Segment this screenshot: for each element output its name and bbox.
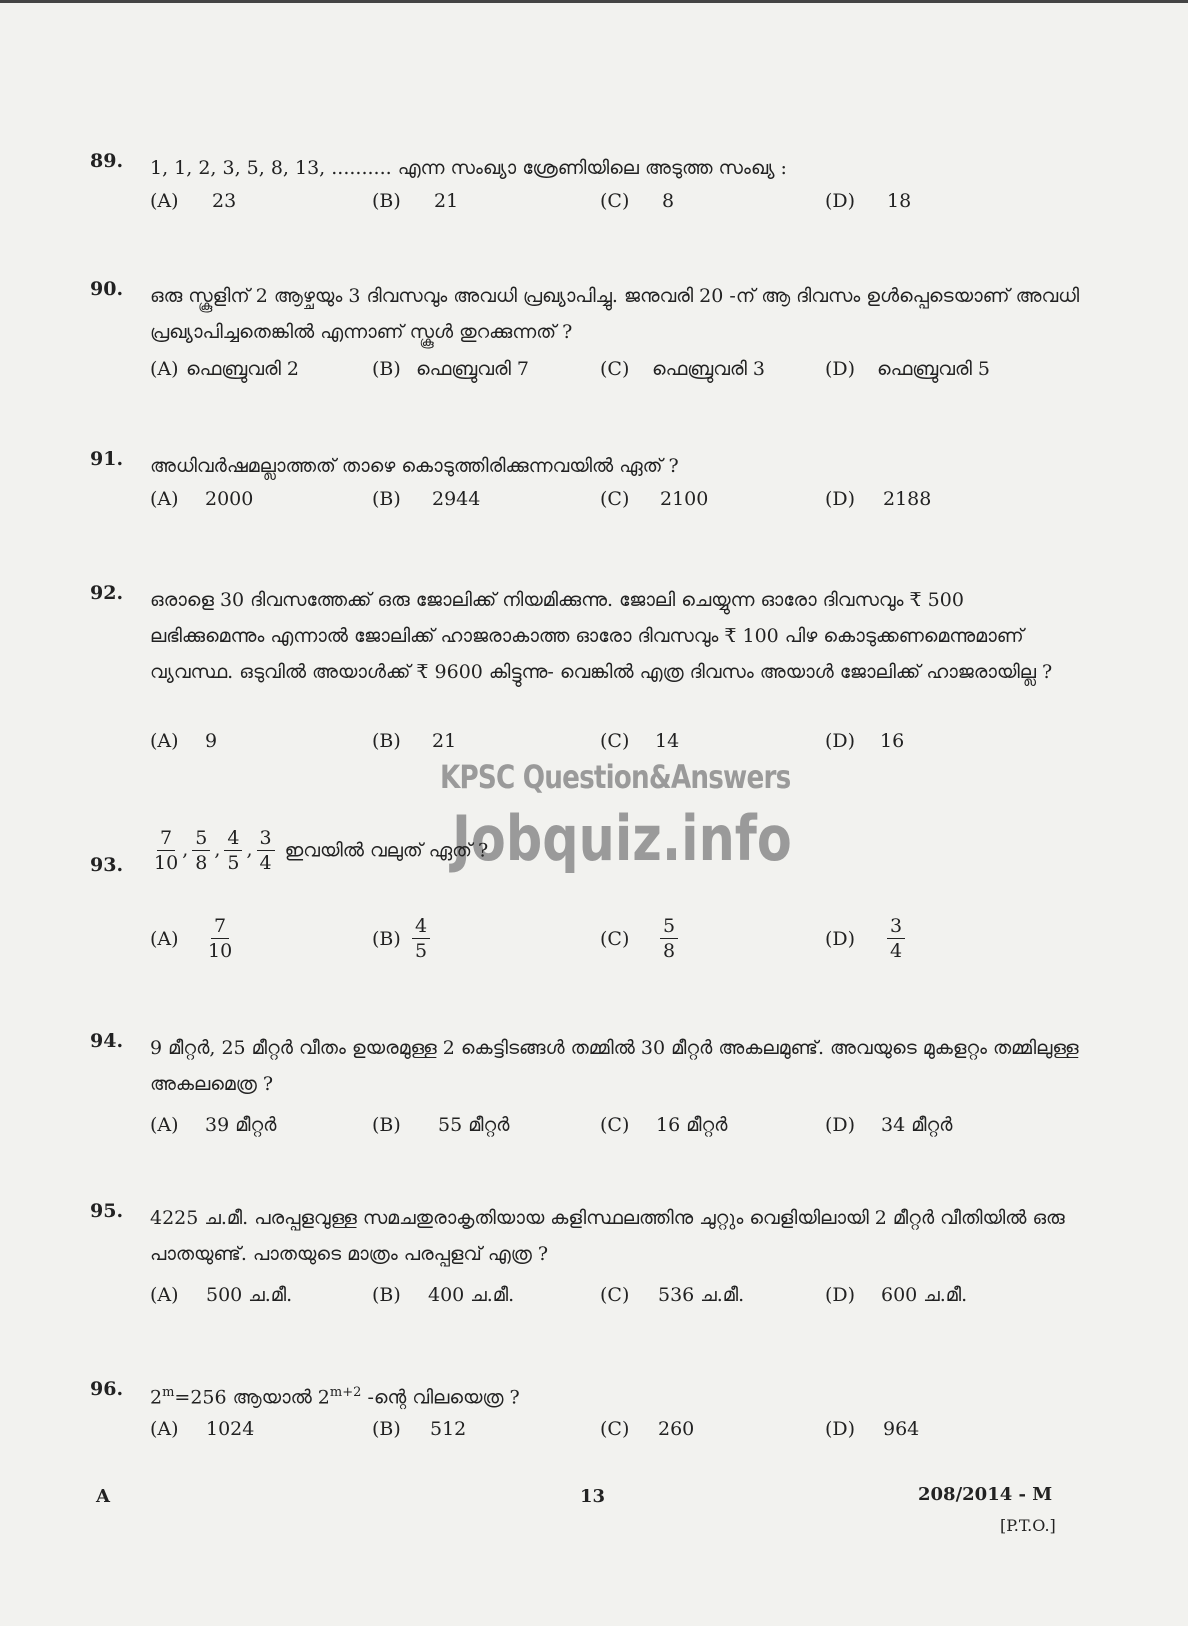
fraction: $\frac{7}{10}$ <box>154 827 179 874</box>
option-d: (D) 964 <box>825 1418 920 1440</box>
option-c: (C) 8 <box>600 190 675 212</box>
option-d: (D) 16 <box>825 730 905 752</box>
option-c: (C) $\frac{5}{8}$ <box>600 914 682 963</box>
option-a: (A) ഫെബ്രുവരി 2 <box>150 358 299 380</box>
question-text: ഒരാളെ 30 ദിവസത്തേക്ക് ഒരു ജോലിക്ക് നിയമിക്കുന്നു. ജോലി ചെയ്യുന്ന ഓരോ ദിവസവും ₹ 500 ലഭിക്കുമെന്നും എന്നാൽ ജോലിക്ക് ഹാജരാകാത്ത ഓരോ ദിവസവും ₹ 100 പിഴ കൊടുക്കണമെന്നുമാണ് വ്യവസ്ഥ. ഒടുവിൽ അയാൾക്ക് ₹ 9600 കിട്ടുന്നു- വെങ്കിൽ എത്ര ദിവസം അയാൾ ജോലിക്ക് ഹാജരായില്ല ? <box>150 589 1053 683</box>
option-b: (B) 2944 <box>372 488 481 510</box>
option-c: (C) 2100 <box>600 488 709 510</box>
question-number: 95. <box>90 1200 124 1222</box>
options <box>150 914 1080 984</box>
option-d: (D) 600 ച.മീ. <box>825 1284 968 1306</box>
question-number: 96. <box>90 1378 124 1400</box>
options <box>150 1114 1080 1154</box>
fraction: $\frac{5}{8}$ <box>192 826 210 875</box>
question-text: $2^m=256$ ആയാൽ $2^{m+2}$ -ന്റെ വിലയെത്ര ? <box>150 1385 520 1409</box>
question-text: 1, 1, 2, 3, 5, 8, 13, .......... എന്ന സംഖ്യാ ശ്രേണിയിലെ അടുത്ത സംഖ്യ : <box>150 157 787 179</box>
option-a: (A) 39 മീറ്റർ <box>150 1114 277 1136</box>
option-c: (C) 16 മീറ്റർ <box>600 1114 728 1136</box>
watermark-line2: Jobquiz.info <box>452 802 792 875</box>
question-text: $\frac{7}{10}$ , $\frac{5}{8}$ , $\frac{4}{5}$ , $\frac{3}{4}$ ഇവയിൽ വലുത് ഏത് ? <box>154 827 489 874</box>
option-a: (A) 23 <box>150 190 237 212</box>
option-a: (A) 500 ച.മീ. <box>150 1284 293 1306</box>
question-text: അധിവർഷമല്ലാത്തത് താഴെ കൊടുത്തിരിക്കുന്നവയിൽ ഏത് ? <box>150 455 679 477</box>
question-number: 91. <box>90 448 124 470</box>
option-b: (B) 400 ച.മീ. <box>372 1284 515 1306</box>
option-d: (D) 18 <box>825 190 912 212</box>
option-b: (B) 55 മീറ്റർ <box>372 1114 510 1136</box>
question-number: 94. <box>90 1030 124 1052</box>
option-b: (B) $\frac{4}{5}$ <box>372 914 434 963</box>
watermark-line1: KPSC Question&Answers <box>440 758 791 796</box>
footer-pto: [P.T.O.] <box>1000 1516 1056 1535</box>
footer-paper-code: 208/2014 - M <box>918 1484 1053 1505</box>
option-c: (C) 260 <box>600 1418 695 1440</box>
option-d: (D) 2188 <box>825 488 932 510</box>
fraction: $\frac{4}{5}$ <box>224 826 242 875</box>
option-d: (D) 34 മീറ്റർ <box>825 1114 953 1136</box>
option-a: (A) $\frac{7}{10}$ <box>150 915 233 962</box>
option-b: (B) 21 <box>372 730 457 752</box>
option-d: (D) $\frac{3}{4}$ <box>825 914 909 963</box>
option-a: (A) 2000 <box>150 488 254 510</box>
question-number: 93. <box>90 854 124 876</box>
footer-series-code: A <box>96 1486 110 1507</box>
fraction: $\frac{3}{4}$ <box>257 826 275 875</box>
options <box>150 1418 1080 1458</box>
question-text: 4225 ച.മീ. പരപ്പളവുള്ള സമചതുരാകൃതിയായ കളിസ്ഥലത്തിനു ചുറ്റും വെളിയിലായി 2 മീറ്റർ വീതിയിൽ ഒരു പാതയുണ്ട്. പാതയുടെ മാത്രം പരപ്പളവ് എത്ര ? <box>150 1207 1065 1265</box>
question-number: 92. <box>90 582 124 604</box>
option-c: (C) 14 <box>600 730 680 752</box>
options <box>150 358 1080 398</box>
options <box>150 488 1080 528</box>
option-c: (C) ഫെബ്രുവരി 3 <box>600 358 765 380</box>
option-b: (B) 21 <box>372 190 459 212</box>
question-number: 90. <box>90 278 124 300</box>
option-a: (A) 1024 <box>150 1418 255 1440</box>
question-text: 9 മീറ്റർ, 25 മീറ്റർ വീതം ഉയരമുള്ള 2 കെട്ടിടങ്ങൾ തമ്മിൽ 30 മീറ്റർ അകലമുണ്ട്. അവയുടെ മുകളറ്റം തമ്മിലുള്ള അകലമെത്ര ? <box>150 1037 1079 1095</box>
question-text: ഒരു സ്കൂളിന് 2 ആഴ്ചയും 3 ദിവസവും അവധി പ്രഖ്യാപിച്ചു. ജനുവരി 20 -ന് ആ ദിവസം ഉൾപ്പെടെയാണ് അവധി പ്രഖ്യാപിച്ചതെങ്കിൽ എന്നാണ് സ്കൂൾ തുറക്കുന്നത് ? <box>150 285 1080 343</box>
page-number: 13 <box>580 1486 606 1507</box>
option-b: (B) 512 <box>372 1418 467 1440</box>
option-c: (C) 536 ച.മീ. <box>600 1284 745 1306</box>
options <box>150 1284 1080 1324</box>
option-b: (B) ഫെബ്രുവരി 7 <box>372 358 529 380</box>
options <box>150 190 1080 230</box>
option-a: (A) 9 <box>150 730 218 752</box>
top-border <box>0 0 1188 3</box>
question-number: 89. <box>90 150 124 172</box>
option-d: (D) ഫെബ്രുവരി 5 <box>825 358 990 380</box>
